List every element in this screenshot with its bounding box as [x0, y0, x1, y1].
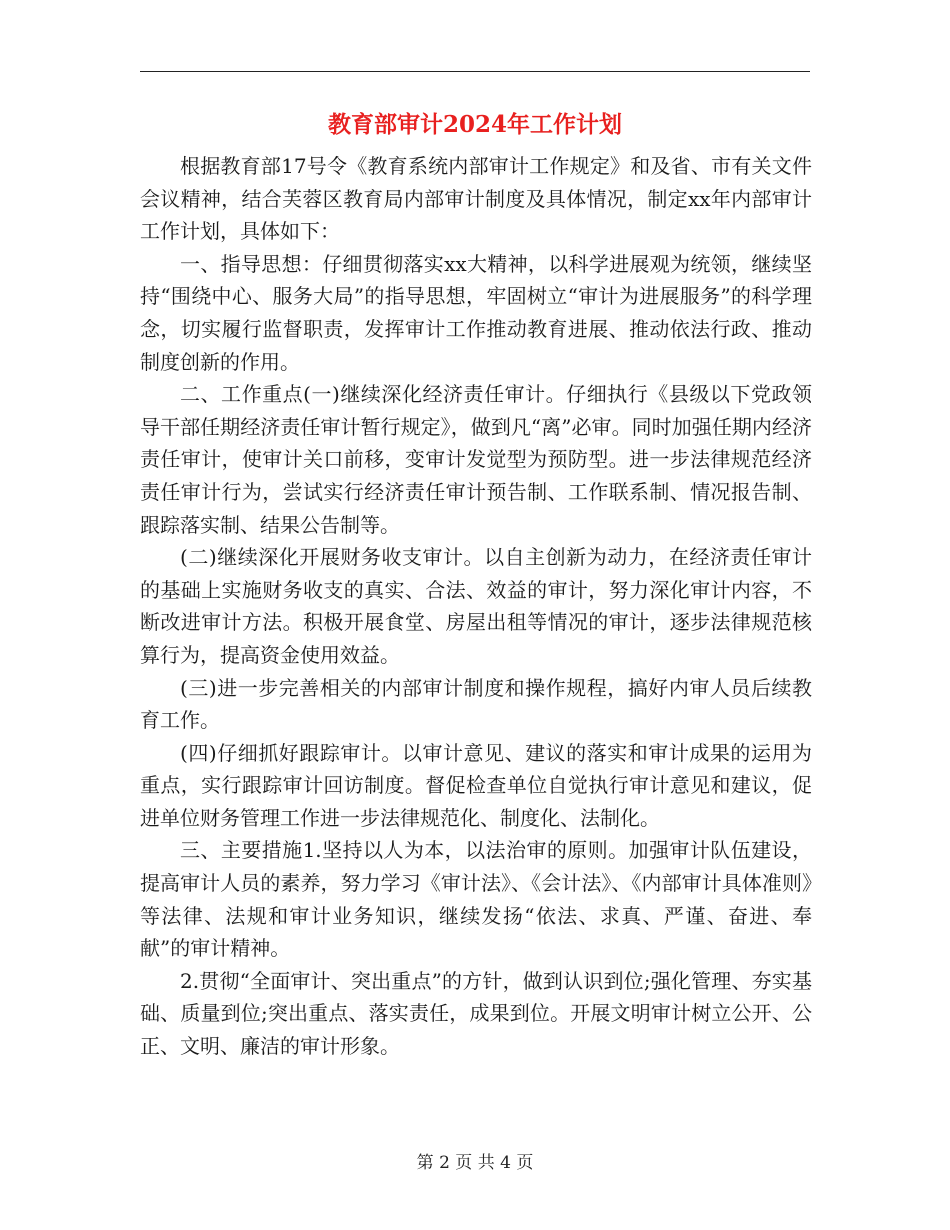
- header-rule: [140, 71, 810, 72]
- paragraph-work-focus-2: (二)继续深化开展财务收支审计。以自主创新为动力，在经济责任审计的基础上实施财务收支的真实、合法、效益的审计，努力深化审计内容，不断改进审计方法。积极开展食堂、房屋出租等情况的审计，逐步法律规范核算行为，提高资金使用效益。: [140, 545, 812, 667]
- paragraph-intro: 根据教育部17号令《教育系统内部审计工作规定》和及省、市有关文件会议精神，结合芙蓉区教育局内部审计制度及具体情况，制定xx年内部审计工作计划，具体如下：: [140, 154, 812, 244]
- paragraph-measures-1: 三、主要措施1.坚持以人为本，以法治审的原则。加强审计队伍建设，提高审计人员的素养，努力学习《审计法》、《会计法》、《内部审计具体准则》等法律、法规和审计业务知识，继续发扬“依法、求真、严谨、奋进、奉献”的审计精神。: [140, 838, 812, 961]
- paragraph-guiding-thought: 一、指导思想：仔细贯彻落实xx大精神，以科学进展观为统领，继续坚持“围绕中心、服务大局”的指导思想，牢固树立“审计为进展服务”的科学理念，切实履行监督职责，发挥审计工作推动教育进展、推动依法行政、推动制度创新的作用。: [140, 251, 812, 374]
- page-number: 第 2 页 共 4 页: [416, 1153, 534, 1173]
- document-title: 教育部审计2024年工作计划: [327, 111, 622, 138]
- paragraph-work-focus-3: (三)进一步完善相关的内部审计制度和操作规程，搞好内审人员后续教育工作。: [140, 675, 812, 733]
- document-body: [140, 150, 812, 1063]
- paragraph-work-focus-1: 二、工作重点(一)继续深化经济责任审计。仔细执行《县级以下党政领导干部任期经济责任审计暂行规定》，做到凡“离”必审。同时加强任期内经济责任审计，使审计关口前移，变审计发觉型为预防型。进一步法律规范经济责任审计行为，尝试实行经济责任审计预告制、工作联系制、情况报告制、跟踪落实制、结果公告制等。: [140, 382, 812, 537]
- paragraph-work-focus-4: (四)仔细抓好跟踪审计。以审计意见、建议的落实和审计成果的运用为重点，实行跟踪审计回访制度。督促检查单位自觉执行审计意见和建议，促进单位财务管理工作进一步法律规范化、制度化、法制化。: [140, 740, 812, 830]
- paragraph-measures-2: 2.贯彻“全面审计、突出重点”的方针，做到认识到位;强化管理、夯实基础、质量到位;突出重点、落实责任，成果到位。开展文明审计树立公开、公正、文明、廉洁的审计形象。: [140, 968, 812, 1059]
